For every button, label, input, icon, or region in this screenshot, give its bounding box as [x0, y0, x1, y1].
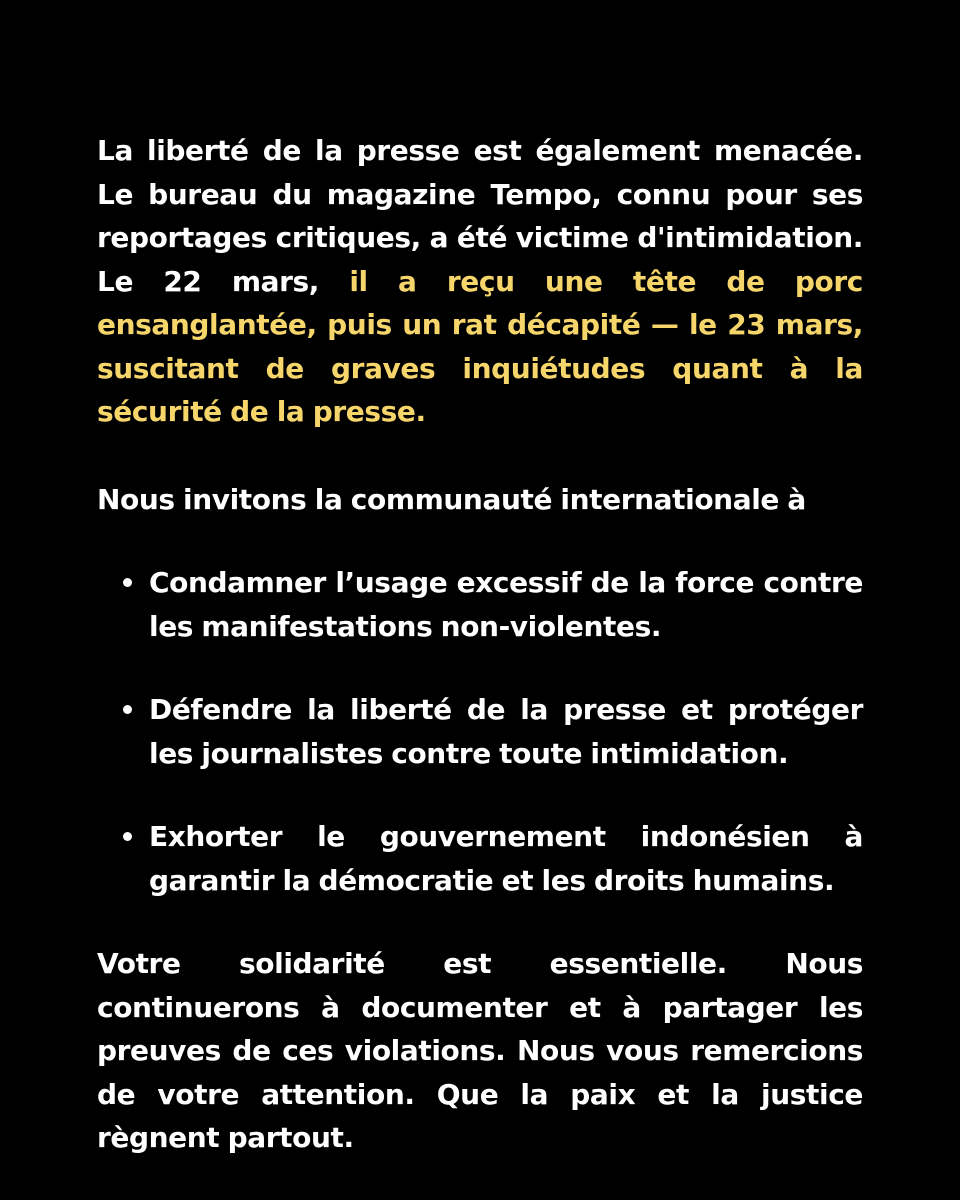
list-item-text: Condamner l’usage excessif de la force contre les manifestations non-violentes.	[149, 566, 863, 643]
highlighted-incident-text: il a reçu une tête de porc ensanglantée, puis un rat décapité — le 23 mars, suscitant de graves inquiétudes quant à la sécurité de la presse.	[97, 264, 863, 428]
list-item-text: Exhorter le gouvernement indonésien à garantir la démocratie et les droits humains.	[149, 820, 863, 897]
press-freedom-paragraph	[97, 129, 863, 434]
bullet-icon	[123, 832, 132, 841]
appeal-intro-paragraph: Nous invitons la communauté internationale à	[97, 482, 806, 516]
demands-list	[97, 561, 863, 902]
closing-paragraph: Votre solidarité est essentielle. Nous continuerons à documenter et à partager les preuves de ces violations. Nous vous remercions de votre attention. Que la paix et la justice règnent partout.	[97, 947, 863, 1154]
list-item	[97, 688, 863, 775]
bullet-icon	[123, 578, 132, 587]
list-item-text: Défendre la liberté de la presse et protéger les journalistes contre toute intimidation.	[149, 693, 863, 770]
list-item	[97, 561, 863, 648]
list-item	[97, 815, 863, 902]
press-freedom-intro-text: La liberté de la presse est également menacée. Le bureau du magazine Tempo, connu pour ses reportages critiques, a été victime d'intimidation. Le 22 mars,	[97, 134, 863, 298]
bullet-icon	[123, 705, 132, 714]
